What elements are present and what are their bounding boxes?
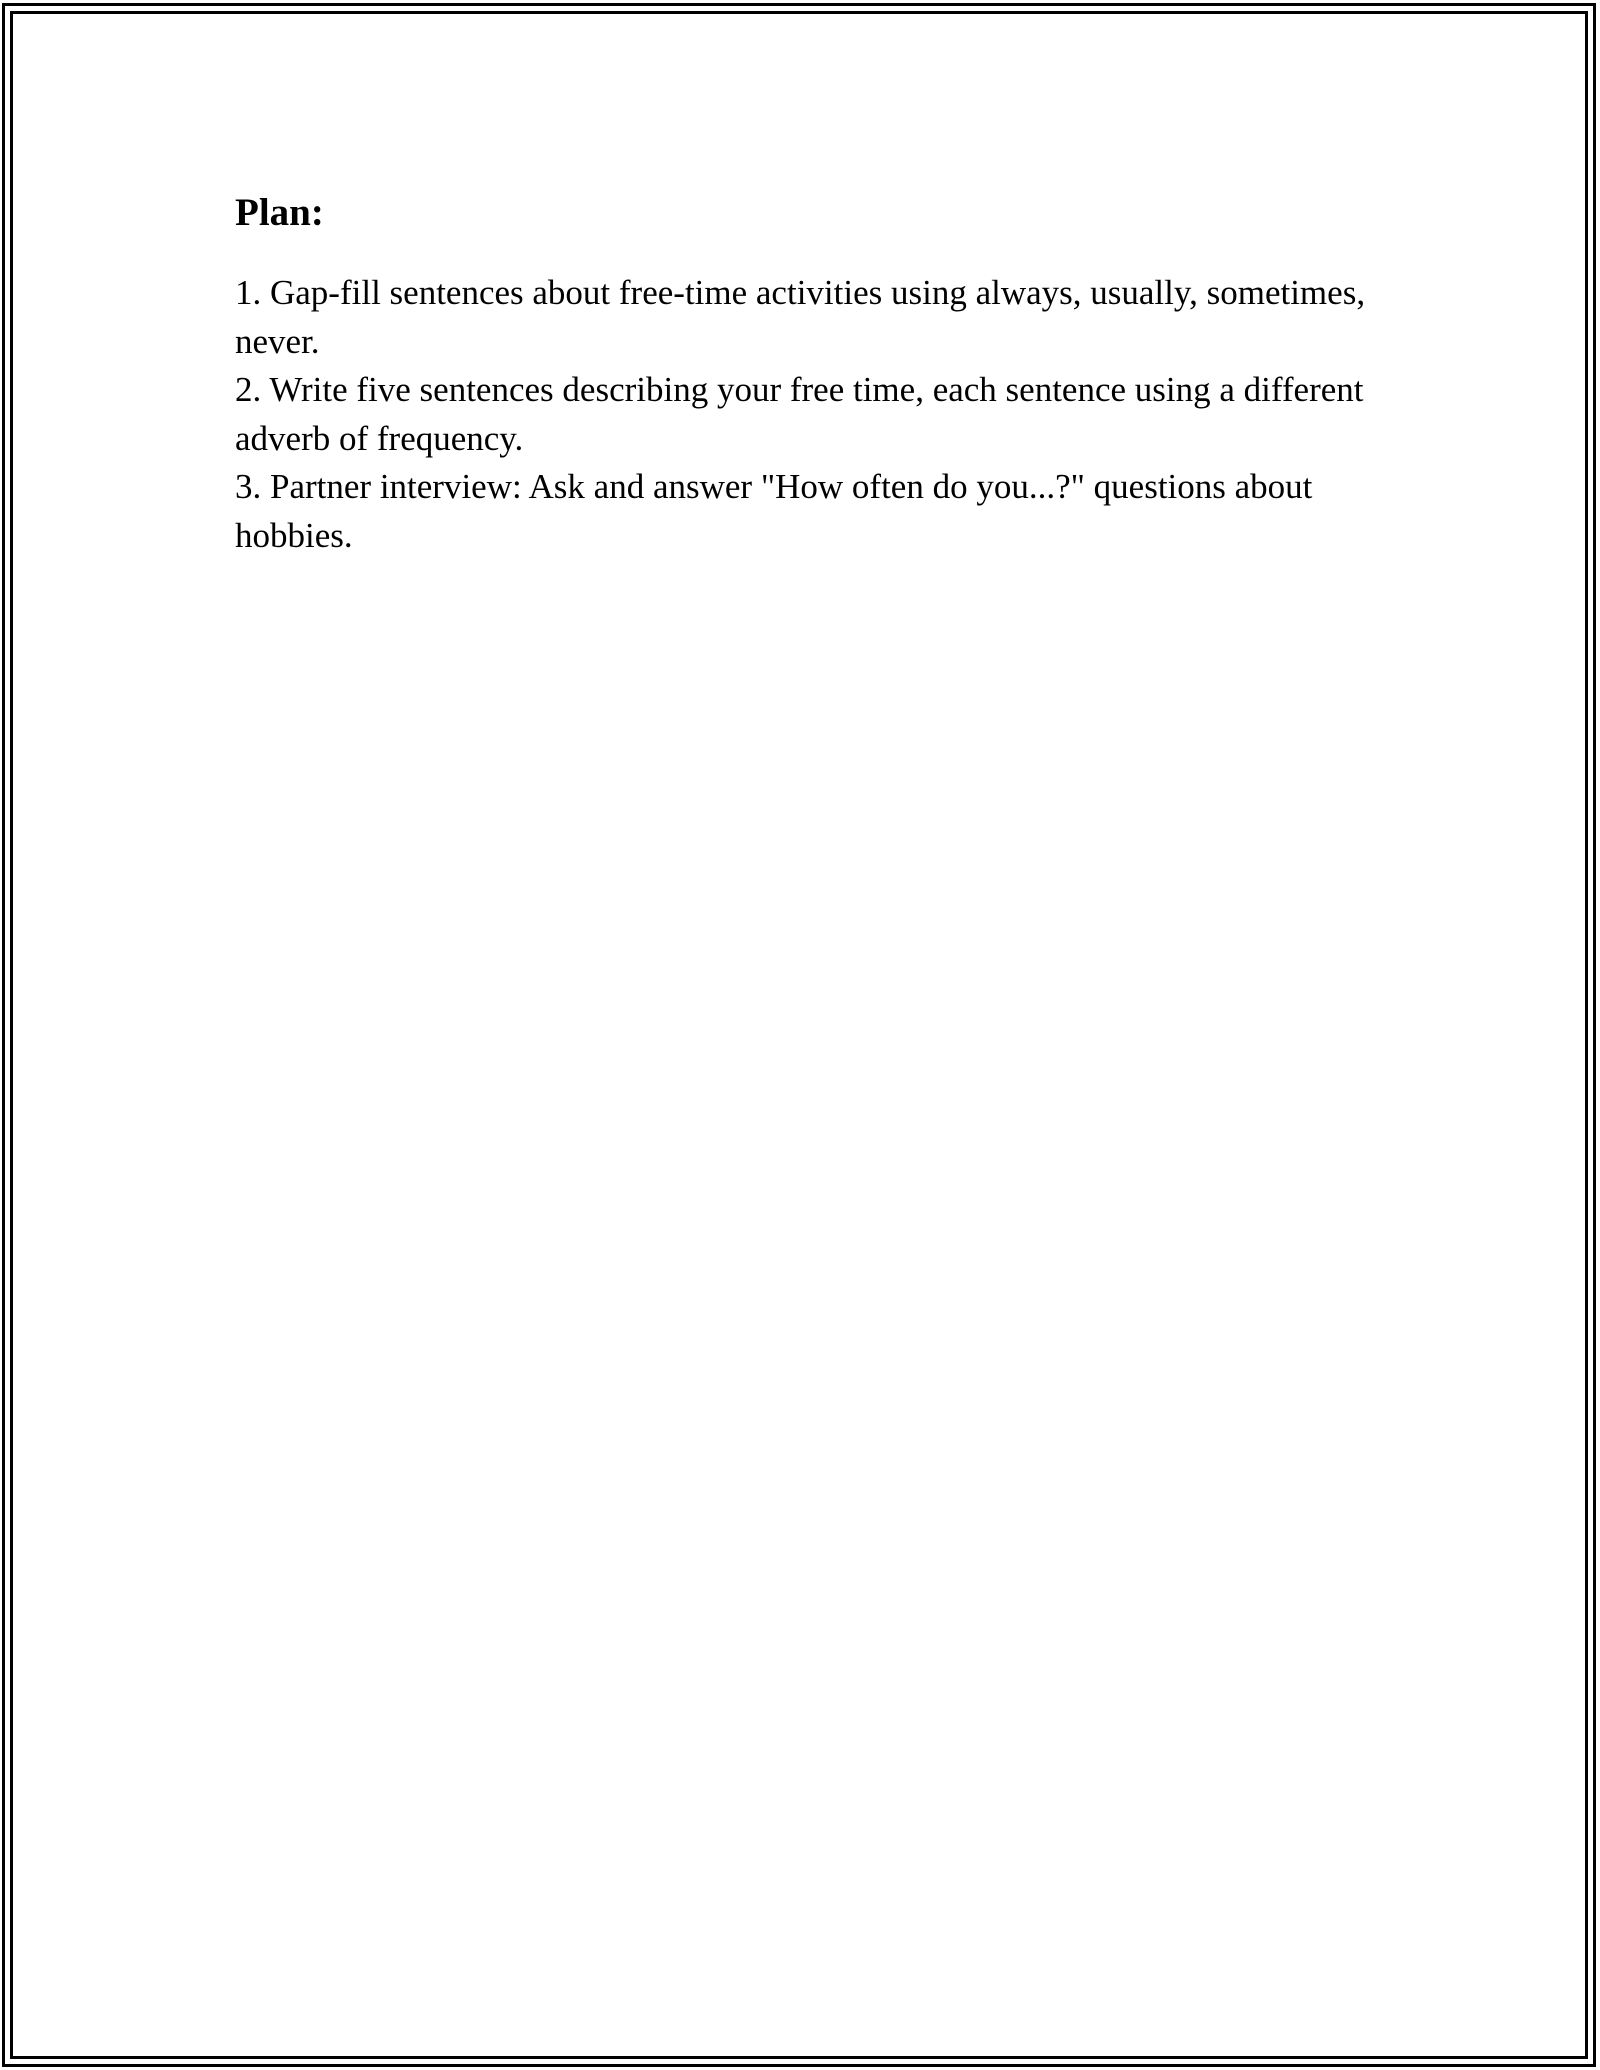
document-content <box>235 185 1395 560</box>
plan-list <box>235 269 1395 560</box>
plan-heading: Plan: <box>235 191 324 234</box>
plan-item-3: 3. Partner interview: Ask and answer "How often do you...?" questions about hobbies. <box>235 467 1313 555</box>
plan-item-1: 1. Gap-fill sentences about free-time activities using always, usually, sometimes, never. <box>235 273 1366 361</box>
plan-item-2: 2. Write five sentences describing your free time, each sentence using a different adverb of frequency. <box>235 370 1364 458</box>
